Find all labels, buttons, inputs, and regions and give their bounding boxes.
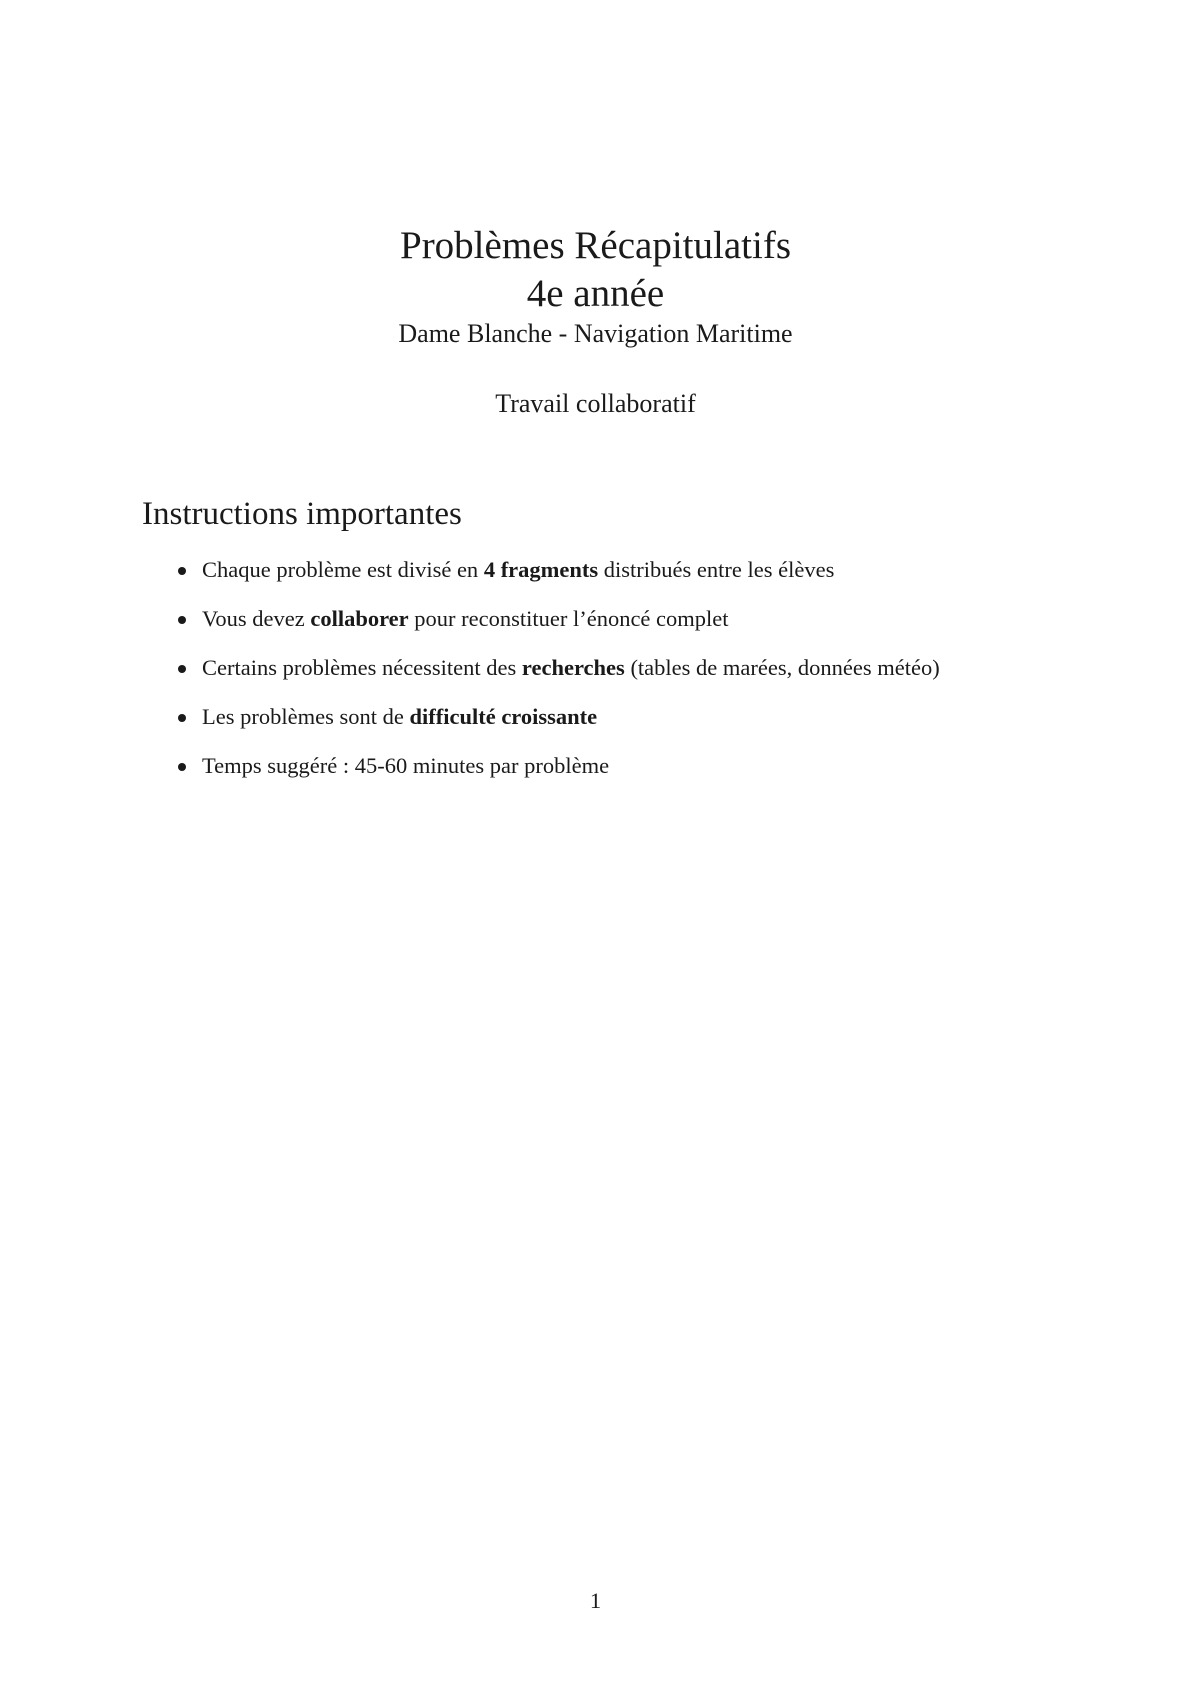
page-number: 1	[589, 1588, 602, 1613]
document-title: Problèmes Récapitulatifs	[400, 224, 791, 267]
item-text: (tables de marées, données météo)	[624, 655, 940, 680]
work-mode: Travail collaboratif	[495, 389, 696, 418]
item-text: pour reconstituer l’énoncé complet	[408, 606, 729, 631]
bullet-icon	[178, 714, 186, 722]
item-emphasis: difficulté croissante	[409, 704, 598, 729]
item-text: Chaque problème est divisé en	[202, 557, 484, 582]
title-block	[0, 222, 1191, 420]
bullet-icon	[178, 665, 186, 673]
grade-level: 4e année	[526, 272, 665, 315]
document-subtitle: Dame Blanche - Navigation Maritime	[398, 319, 793, 348]
list-item	[178, 604, 940, 634]
item-text: Les problèmes sont de	[202, 704, 410, 729]
item-emphasis: collaborer	[310, 606, 409, 631]
instructions-list	[178, 555, 940, 800]
section-heading: Instructions importantes	[142, 496, 462, 532]
item-emphasis: recherches	[521, 655, 625, 680]
item-text: Temps suggéré : 45-60 minutes par problème	[202, 753, 610, 778]
item-text: distribués entre les élèves	[598, 557, 835, 582]
item-text: Vous devez	[202, 606, 311, 631]
bullet-icon	[178, 567, 186, 575]
list-item	[178, 751, 940, 781]
list-item	[178, 653, 940, 683]
item-emphasis: 4 fragments	[483, 557, 599, 582]
item-text: Certains problèmes nécessitent des	[202, 655, 522, 680]
bullet-icon	[178, 616, 186, 624]
list-item	[178, 702, 940, 732]
bullet-icon	[178, 763, 186, 771]
list-item	[178, 555, 940, 585]
